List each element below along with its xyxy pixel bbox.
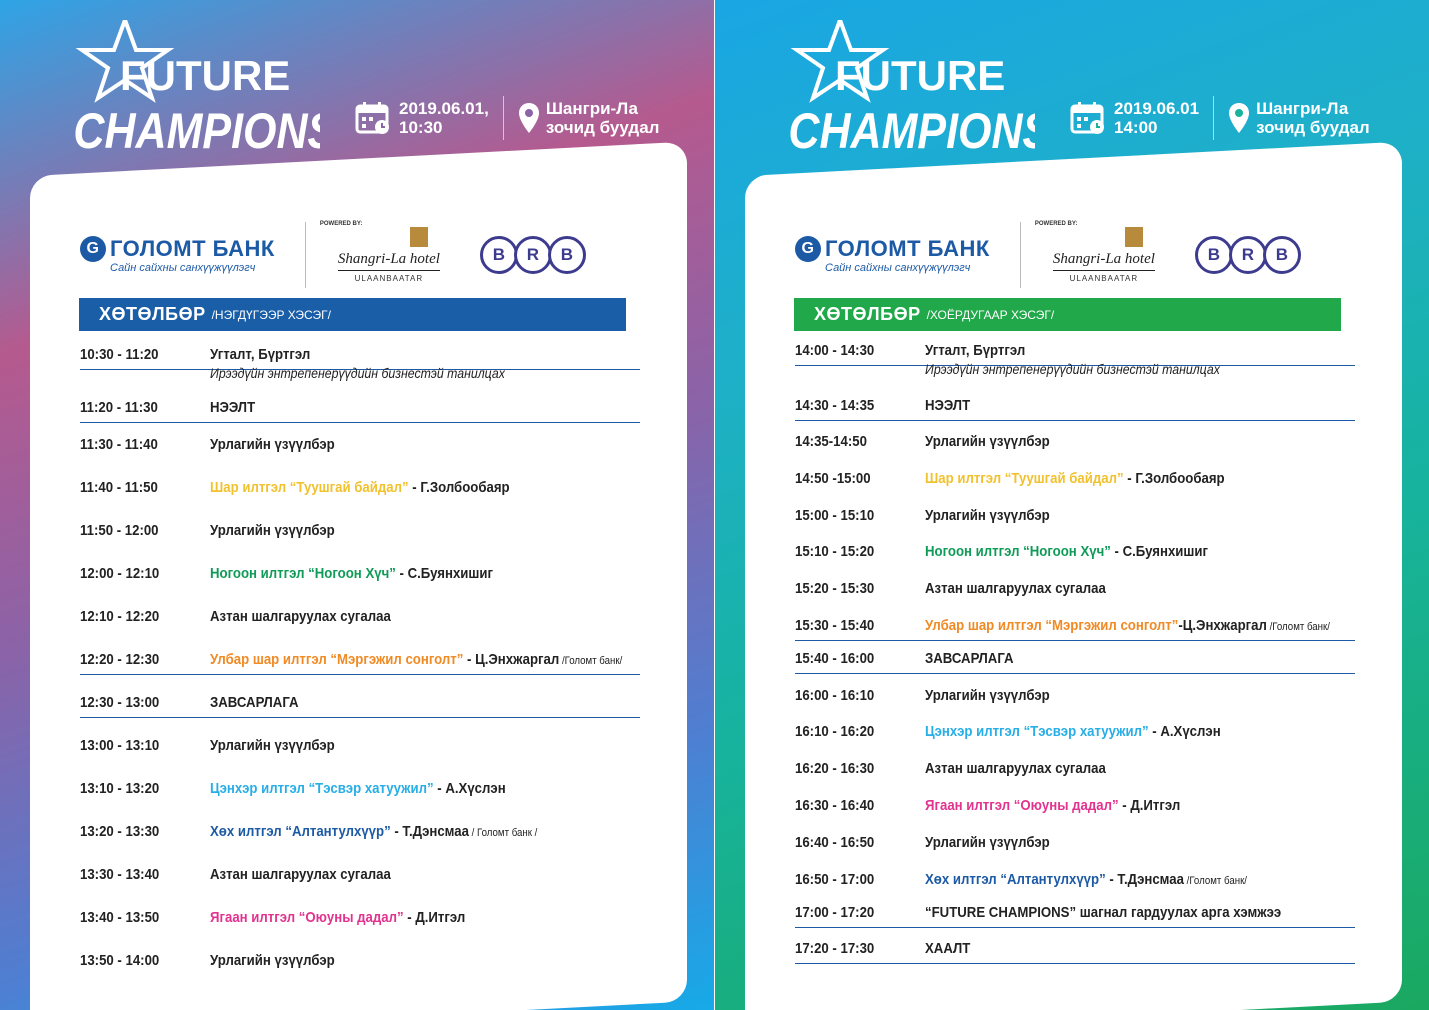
talk-title: Цэнхэр илтгэл “Тэсвэр хатуужил” [210,780,434,797]
schedule-row [80,399,640,423]
golomt-bank-logo [80,236,275,274]
program-title: ХӨТӨЛБӨР [99,304,206,324]
schedule-row [80,565,640,589]
speaker-name: - Т.Дэнсмаа [390,823,469,840]
schedule-item [925,580,1106,597]
powered-by-label: POWERED BY: [1034,221,1078,227]
schedule-row [795,580,1355,604]
schedule-row [80,737,640,761]
schedule-title: Урлагийн үзүүлбэр [210,522,335,539]
brb-logo [1199,236,1301,274]
shangri-la-logo [319,221,454,283]
speaker-name: - А.Хүслэн [433,780,506,797]
calendar-icon [355,100,391,136]
speaker-name: - С.Буянхишиг [1110,543,1209,560]
date-time [399,99,489,137]
schedule-item [925,687,1050,704]
speaker-name: - С.Буянхишиг [395,565,494,582]
speaker-name: -Ц.Энхжаргал [1178,617,1267,634]
venue-line2: зочид буудал [1256,118,1370,137]
schedule-row [80,608,640,632]
schedule-row [80,651,640,675]
speaker-name: - А.Хүслэн [1148,723,1221,740]
schedule-row [80,436,640,460]
schedule-item [925,617,1330,634]
schedule-row [80,780,640,804]
date-time [1114,99,1199,137]
schedule-time: 15:30 - 15:40 [795,617,875,634]
schedule-time: 14:00 - 14:30 [795,342,875,359]
schedule-row [795,507,1355,531]
shangri-la-emblem-icon [410,227,428,247]
sponsor-divider [305,222,306,288]
speaker-affiliation: / Голомт банк / [468,827,538,839]
schedule-time: 16:10 - 16:20 [795,723,875,740]
venue [546,99,660,137]
schedule-title: Урлагийн үзүүлбэр [925,687,1050,704]
speaker-name: - Т.Дэнсмаа [1105,871,1184,888]
schedule-item [925,470,1225,487]
schedule-title: НЭЭЛТ [210,399,256,416]
logo-line2: CHAMPIONS [73,102,320,159]
venue [1256,99,1370,137]
schedule-row [795,940,1355,964]
brb-letter: B [480,236,518,274]
schedule-time: 15:10 - 15:20 [795,543,875,560]
speaker-affiliation: /Голомт банк/ [1266,621,1330,633]
schedule-title: “FUTURE CHAMPIONS” шагнал гардуулах арга хэмжээ [925,904,1282,921]
schedule-item [925,723,1221,740]
schedule-time: 11:30 - 11:40 [80,436,158,453]
info-divider [503,96,504,140]
schedule-time: 14:30 - 14:35 [795,397,875,414]
schedule-row [795,723,1355,747]
schedule-time: 12:30 - 13:00 [80,694,160,711]
venue-line1: Шангри-Ла [1256,99,1349,118]
schedule-item [210,952,335,969]
schedule-time: 13:50 - 14:00 [80,952,160,969]
schedule-time: 14:50 -15:00 [795,470,871,487]
schedule-item [210,346,505,381]
calendar-icon [1070,100,1106,136]
schedule-title: Урлагийн үзүүлбэр [210,952,335,969]
schedule-row [795,871,1355,895]
talk-title: Улбар шар илтгэл “Мэргэжил сонголт” [210,651,464,668]
brb-letter: R [514,236,552,274]
brb-letter: B [1263,236,1301,274]
talk-title: Цэнхэр илтгэл “Тэсвэр хатуужил” [925,723,1149,740]
schedule-item [210,522,335,539]
schedule-item [210,694,299,711]
event-info [355,96,659,140]
program-header [79,298,626,331]
hotel-name: Shangri-La hotel [1053,251,1155,271]
schedule-item [210,436,335,453]
schedule-item [210,737,335,754]
event-date: 2019.06.01 [1114,99,1200,118]
program-card [30,200,690,1010]
info-divider [1213,96,1214,140]
schedule-item [925,397,970,414]
schedule-time: 17:00 - 17:20 [795,904,875,921]
schedule-row [80,909,640,933]
brb-letter: R [1229,236,1267,274]
schedule-subtitle: Ирээдүйн энтрепенерүүдийн бизнестэй танилцах [210,365,505,381]
schedule-title: Угталт, Бүртгэл [210,346,311,363]
golomt-name: ГОЛОМТ БАНК [110,236,275,261]
schedule-item [210,866,391,883]
schedule-row [795,834,1355,858]
program-flyer-part-1 [0,0,714,1010]
speaker-name: - Г.Золбообаяр [408,479,510,496]
schedule-title: Азтан шалгаруулах сугалаа [925,580,1106,597]
speaker-name: - Ц.Энхжаргал [463,651,560,668]
schedule-time: 10:30 - 11:20 [80,346,159,363]
event-info [1070,96,1370,140]
schedule-item [210,823,537,840]
schedule-item [925,543,1208,560]
talk-title: Шар илтгэл “Туушгай байдал” [925,470,1124,487]
powered-by-label: POWERED BY: [319,221,363,227]
program-card [745,200,1405,1010]
schedule-row [80,823,640,847]
hotel-city: ULAANBAATAR [1069,274,1139,283]
talk-title: Ногоон илтгэл “Ногоон Хүч” [210,565,396,582]
schedule-time: 13:10 - 13:20 [80,780,160,797]
schedule-row [795,904,1355,928]
schedule-title: ЗАВСАРЛАГА [210,694,299,711]
event-time: 10:30 [399,118,443,137]
schedule-row [80,952,640,976]
schedule-row [80,346,640,381]
schedule-row [795,617,1355,641]
schedule-time: 11:40 - 11:50 [80,479,158,496]
schedule-item [210,399,255,416]
schedule-time: 15:00 - 15:10 [795,507,875,524]
schedule-time: 13:20 - 13:30 [80,823,160,840]
talk-title: Хөх илтгэл “Алтантулхүүр” [925,871,1106,888]
schedule-title: Урлагийн үзүүлбэр [925,834,1050,851]
venue-line1: Шангри-Ла [545,99,639,118]
schedule-row [80,694,640,718]
schedule-title: Угталт, Бүртгэл [925,342,1026,359]
schedule-item [925,342,1220,377]
schedule-item [925,760,1106,777]
schedule-item [210,909,465,926]
logo-line1: FUTURE [835,52,1006,99]
schedule-title: Урлагийн үзүүлбэр [925,507,1050,524]
schedule-time: 17:20 - 17:30 [795,940,875,957]
location-pin-icon [1228,102,1250,134]
schedule-time: 12:00 - 12:10 [80,565,160,582]
shangri-la-logo [1034,221,1169,283]
talk-title: Шар илтгэл “Туушгай байдал” [210,479,409,496]
schedule-time: 14:35-14:50 [795,433,867,450]
talk-title: Ягаан илтгэл “Оюуны дадал” [925,797,1119,814]
logo-line1: FUTURE [120,52,291,99]
schedule-item [210,780,506,797]
schedule-row [795,397,1355,421]
logo-line2: CHAMPIONS [788,102,1035,159]
schedule-item [210,608,391,625]
talk-title: Ногоон илтгэл “Ногоон Хүч” [925,543,1111,560]
schedule-item [210,479,510,496]
schedule-time: 16:40 - 16:50 [795,834,875,851]
schedule-time: 12:20 - 12:30 [80,651,160,668]
schedule-row [80,479,640,503]
schedule-item [925,507,1050,524]
schedule-time: 16:00 - 16:10 [795,687,875,704]
schedule-title: Урлагийн үзүүлбэр [210,737,335,754]
talk-title: Улбар шар илтгэл “Мэргэжил сонголт” [925,617,1179,634]
schedule-row [795,760,1355,784]
schedule-item [925,650,1014,667]
schedule-time: 15:20 - 15:30 [795,580,875,597]
golomt-bank-logo [795,236,990,274]
golomt-tagline: Сайн сайхны санхүүжүүлэгч [825,262,971,274]
event-time: 14:00 [1114,118,1158,137]
schedule-item [210,565,493,582]
speaker-affiliation: /Голомт банк/ [1183,875,1247,887]
sponsor-divider [1020,222,1021,288]
golomt-tagline: Сайн сайхны санхүүжүүлэгч [110,262,256,274]
schedule-title: Азтан шалгаруулах сугалаа [210,608,391,625]
schedule-item [210,651,622,668]
schedule-item [925,904,1281,921]
speaker-name: - Д.Итгэл [1118,797,1181,814]
schedule-title: Азтан шалгаруулах сугалаа [210,866,391,883]
schedule-time: 13:40 - 13:50 [80,909,160,926]
schedule-item [925,940,970,957]
golomt-name: ГОЛОМТ БАНК [825,236,990,261]
sponsor-strip [795,220,1355,290]
location-pin-icon [518,102,540,134]
hotel-name: Shangri-La hotel [338,251,440,271]
schedule-time: 11:20 - 11:30 [80,399,158,416]
talk-title: Ягаан илтгэл “Оюуны дадал” [210,909,404,926]
sponsor-strip [80,220,640,290]
schedule-time: 15:40 - 16:00 [795,650,875,667]
schedule-time: 11:50 - 12:00 [80,522,159,539]
program-flyer-part-2 [715,0,1429,1010]
schedule-item [925,871,1247,888]
talk-title: Хөх илтгэл “Алтантулхүүр” [210,823,391,840]
schedule-title: Азтан шалгаруулах сугалаа [925,760,1106,777]
schedule-time: 16:30 - 16:40 [795,797,875,814]
schedule-time: 13:00 - 13:10 [80,737,160,754]
schedule-row [795,470,1355,494]
schedule-row [80,522,640,546]
schedule-subtitle: Ирээдүйн энтрепенерүүдийн бизнестэй танилцах [925,361,1220,377]
schedule-title: Урлагийн үзүүлбэр [210,436,335,453]
schedule-row [795,543,1355,567]
shangri-la-emblem-icon [1125,227,1143,247]
brb-logo [484,236,586,274]
schedule-title: ЗАВСАРЛАГА [925,650,1014,667]
speaker-name: - Д.Итгэл [403,909,466,926]
venue-line2: зочид буудал [545,118,660,137]
program-subtitle: /НЭГДҮГЭЭР ХЭСЭГ/ [211,307,331,322]
speaker-affiliation: /Голомт банк/ [559,655,623,667]
event-date: 2019.06.01, [399,99,489,118]
brb-letter: B [1195,236,1233,274]
schedule-title: НЭЭЛТ [925,397,971,414]
schedule-row [795,650,1355,674]
schedule-row [80,866,640,890]
golomt-mark-icon: G [795,236,821,262]
schedule-row [795,433,1355,457]
schedule-title: ХААЛТ [925,940,971,957]
schedule-time: 16:50 - 17:00 [795,871,875,888]
schedule-row [795,687,1355,711]
hotel-city: ULAANBAATAR [354,274,424,283]
schedule-item [925,433,1050,450]
schedule-time: 12:10 - 12:20 [80,608,160,625]
brb-letter: B [548,236,586,274]
schedule-title: Урлагийн үзүүлбэр [925,433,1050,450]
schedule-time: 16:20 - 16:30 [795,760,875,777]
speaker-name: - Г.Золбообаяр [1123,470,1225,487]
golomt-mark-icon: G [80,236,106,262]
schedule-row [795,342,1355,377]
schedule-item [925,797,1180,814]
schedule-row [795,797,1355,821]
program-header [794,298,1341,331]
program-subtitle: /ХОЁРДУГААР ХЭСЭГ/ [926,307,1055,322]
program-title: ХӨТӨЛБӨР [814,304,921,324]
schedule-time: 13:30 - 13:40 [80,866,160,883]
schedule-item [925,834,1050,851]
